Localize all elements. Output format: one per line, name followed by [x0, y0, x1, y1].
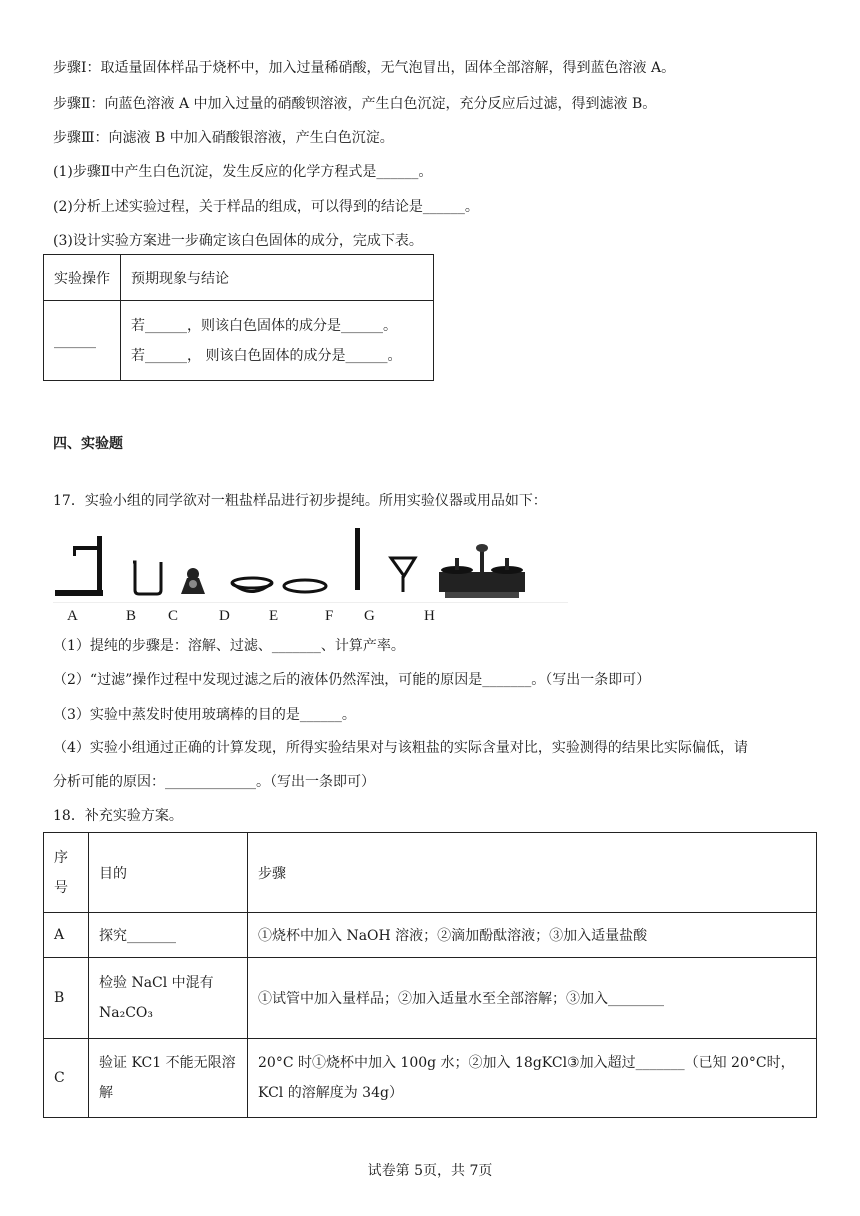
step-1-text: 步骤Ⅰ：取适量固体样品于烧杯中，加入过量稀硝酸，无气泡冒出，固体全部溶解，得到蓝色溶液 A。	[53, 60, 676, 76]
table2-row-b-purpose-line-1: 检验 NaCl 中混有	[99, 975, 214, 991]
watch-glass-icon	[284, 580, 326, 592]
table2-row-b-purpose-line-2: Na₂CO₃	[99, 1005, 154, 1021]
sub-question-4-line-1: （4）实验小组通过正确的计算发现，所得实验结果对与该粗盐的实际含量对比，实验测得的结果比实际偏低，请	[53, 740, 748, 756]
apparatus-labels	[53, 608, 573, 630]
table2-row-c-purpose-line-2: 解	[99, 1085, 113, 1101]
glass-rod-icon	[355, 528, 360, 590]
table2-row-a-steps: ①烧杯中加入 NaOH 溶液；②滴加酚酞溶液；③加入适量盐酸	[248, 913, 817, 958]
table2-header-purpose: 目的	[89, 833, 248, 913]
section-heading: 四、实验题	[53, 436, 123, 452]
iron-stand-icon	[55, 536, 103, 596]
balance-icon	[439, 544, 525, 598]
table1-result-line-2: 若______， 则该白色固体的成分是______。	[131, 347, 402, 364]
step-2-text: 步骤Ⅱ：向蓝色溶液 A 中加入过量的硝酸钡溶液，产生白色沉淀，充分反应后过滤，得到滤液 B。	[53, 96, 657, 112]
evaporating-dish-icon	[232, 578, 272, 592]
table2-row-a-purpose: 探究_______	[89, 913, 248, 958]
table2-row-c-purpose-line-1: 验证 KC1 不能无限溶	[99, 1055, 236, 1071]
apparatus-label-b: B	[126, 608, 137, 624]
question-18-text: 18．补充实验方案。	[53, 808, 183, 824]
sub-question-3: （3）实验中蒸发时使用玻璃棒的目的是______。	[53, 707, 356, 723]
beaker-icon	[133, 562, 161, 594]
table2-header-number-line-1: 序	[54, 849, 68, 866]
step-3-text: 步骤Ⅲ：向滤液 B 中加入硝酸银溶液，产生白色沉淀。	[53, 130, 394, 146]
apparatus-label-c: C	[168, 608, 179, 624]
apparatus-label-d: D	[219, 608, 230, 624]
sub-question-2: （2）“过滤”操作过程中发现过滤之后的液体仍然浑浊，可能的原因是_______。（写出一条即可）	[53, 672, 651, 688]
table2-row-c-steps-line-2: KCl 的溶解度为 34g）	[258, 1085, 403, 1101]
table2-row-b-purpose	[89, 958, 248, 1039]
apparatus-label-f: F	[325, 608, 334, 624]
sub-question-1: （1）提纯的步骤是：溶解、过滤、_______、计算产率。	[53, 638, 405, 654]
table1-result-cell	[121, 301, 434, 381]
table2-header-steps: 步骤	[248, 833, 817, 913]
table1-header-result: 预期现象与结论	[121, 255, 434, 301]
experiment-design-table	[43, 254, 434, 381]
page-footer: 试卷第 5页，共 7页	[367, 1163, 493, 1179]
table2-row-c-steps-line-1: 20°C 时①烧杯中加入 100g 水；②加入 18gKCl③加入超过_______（已知 20°C时，	[258, 1055, 795, 1071]
table1-header-operation: 实验操作	[44, 255, 121, 301]
question-1-text: (1)步骤Ⅱ中产生白色沉淀，发生反应的化学方程式是______。	[53, 164, 433, 180]
table2-row-c-purpose	[89, 1039, 248, 1118]
table2-row-c-steps	[248, 1039, 817, 1118]
question-17-text: 17．实验小组的同学欲对一粗盐样品进行初步提纯。所用实验仪器或用品如下：	[53, 493, 547, 509]
table1-operation-blank: ______	[44, 301, 121, 381]
apparatus-label-h: H	[424, 608, 435, 624]
question-3-text: (3)设计实验方案进一步确定该白色固体的成分，完成下表。	[53, 233, 423, 249]
table2-header-number	[44, 833, 89, 913]
apparatus-figure	[53, 522, 573, 604]
table2-row-c-number: C	[44, 1039, 89, 1118]
table-row	[44, 958, 817, 1039]
funnel-icon	[391, 558, 415, 592]
table2-row-a-number: A	[44, 913, 89, 958]
table2-header-number-line-2: 号	[54, 879, 68, 896]
supplement-plan-table	[43, 832, 817, 1118]
crucible-icon	[181, 568, 205, 594]
table-row	[44, 913, 817, 958]
table2-row-b-steps: ①试管中加入量样品；②加入适量水至全部溶解；③加入________	[248, 958, 817, 1039]
question-2-text: (2)分析上述实验过程，关于样品的组成，可以得到的结论是______。	[53, 199, 479, 215]
table2-row-b-number: B	[44, 958, 89, 1039]
apparatus-label-a: A	[67, 608, 78, 624]
table1-result-line-1: 若______，则该白色固体的成分是______。	[131, 317, 397, 334]
apparatus-label-g: G	[364, 608, 375, 624]
table-row	[44, 1039, 817, 1118]
sub-question-4-line-2: 分析可能的原因：_____________。（写出一条即可）	[53, 774, 375, 790]
apparatus-label-e: E	[269, 608, 279, 624]
